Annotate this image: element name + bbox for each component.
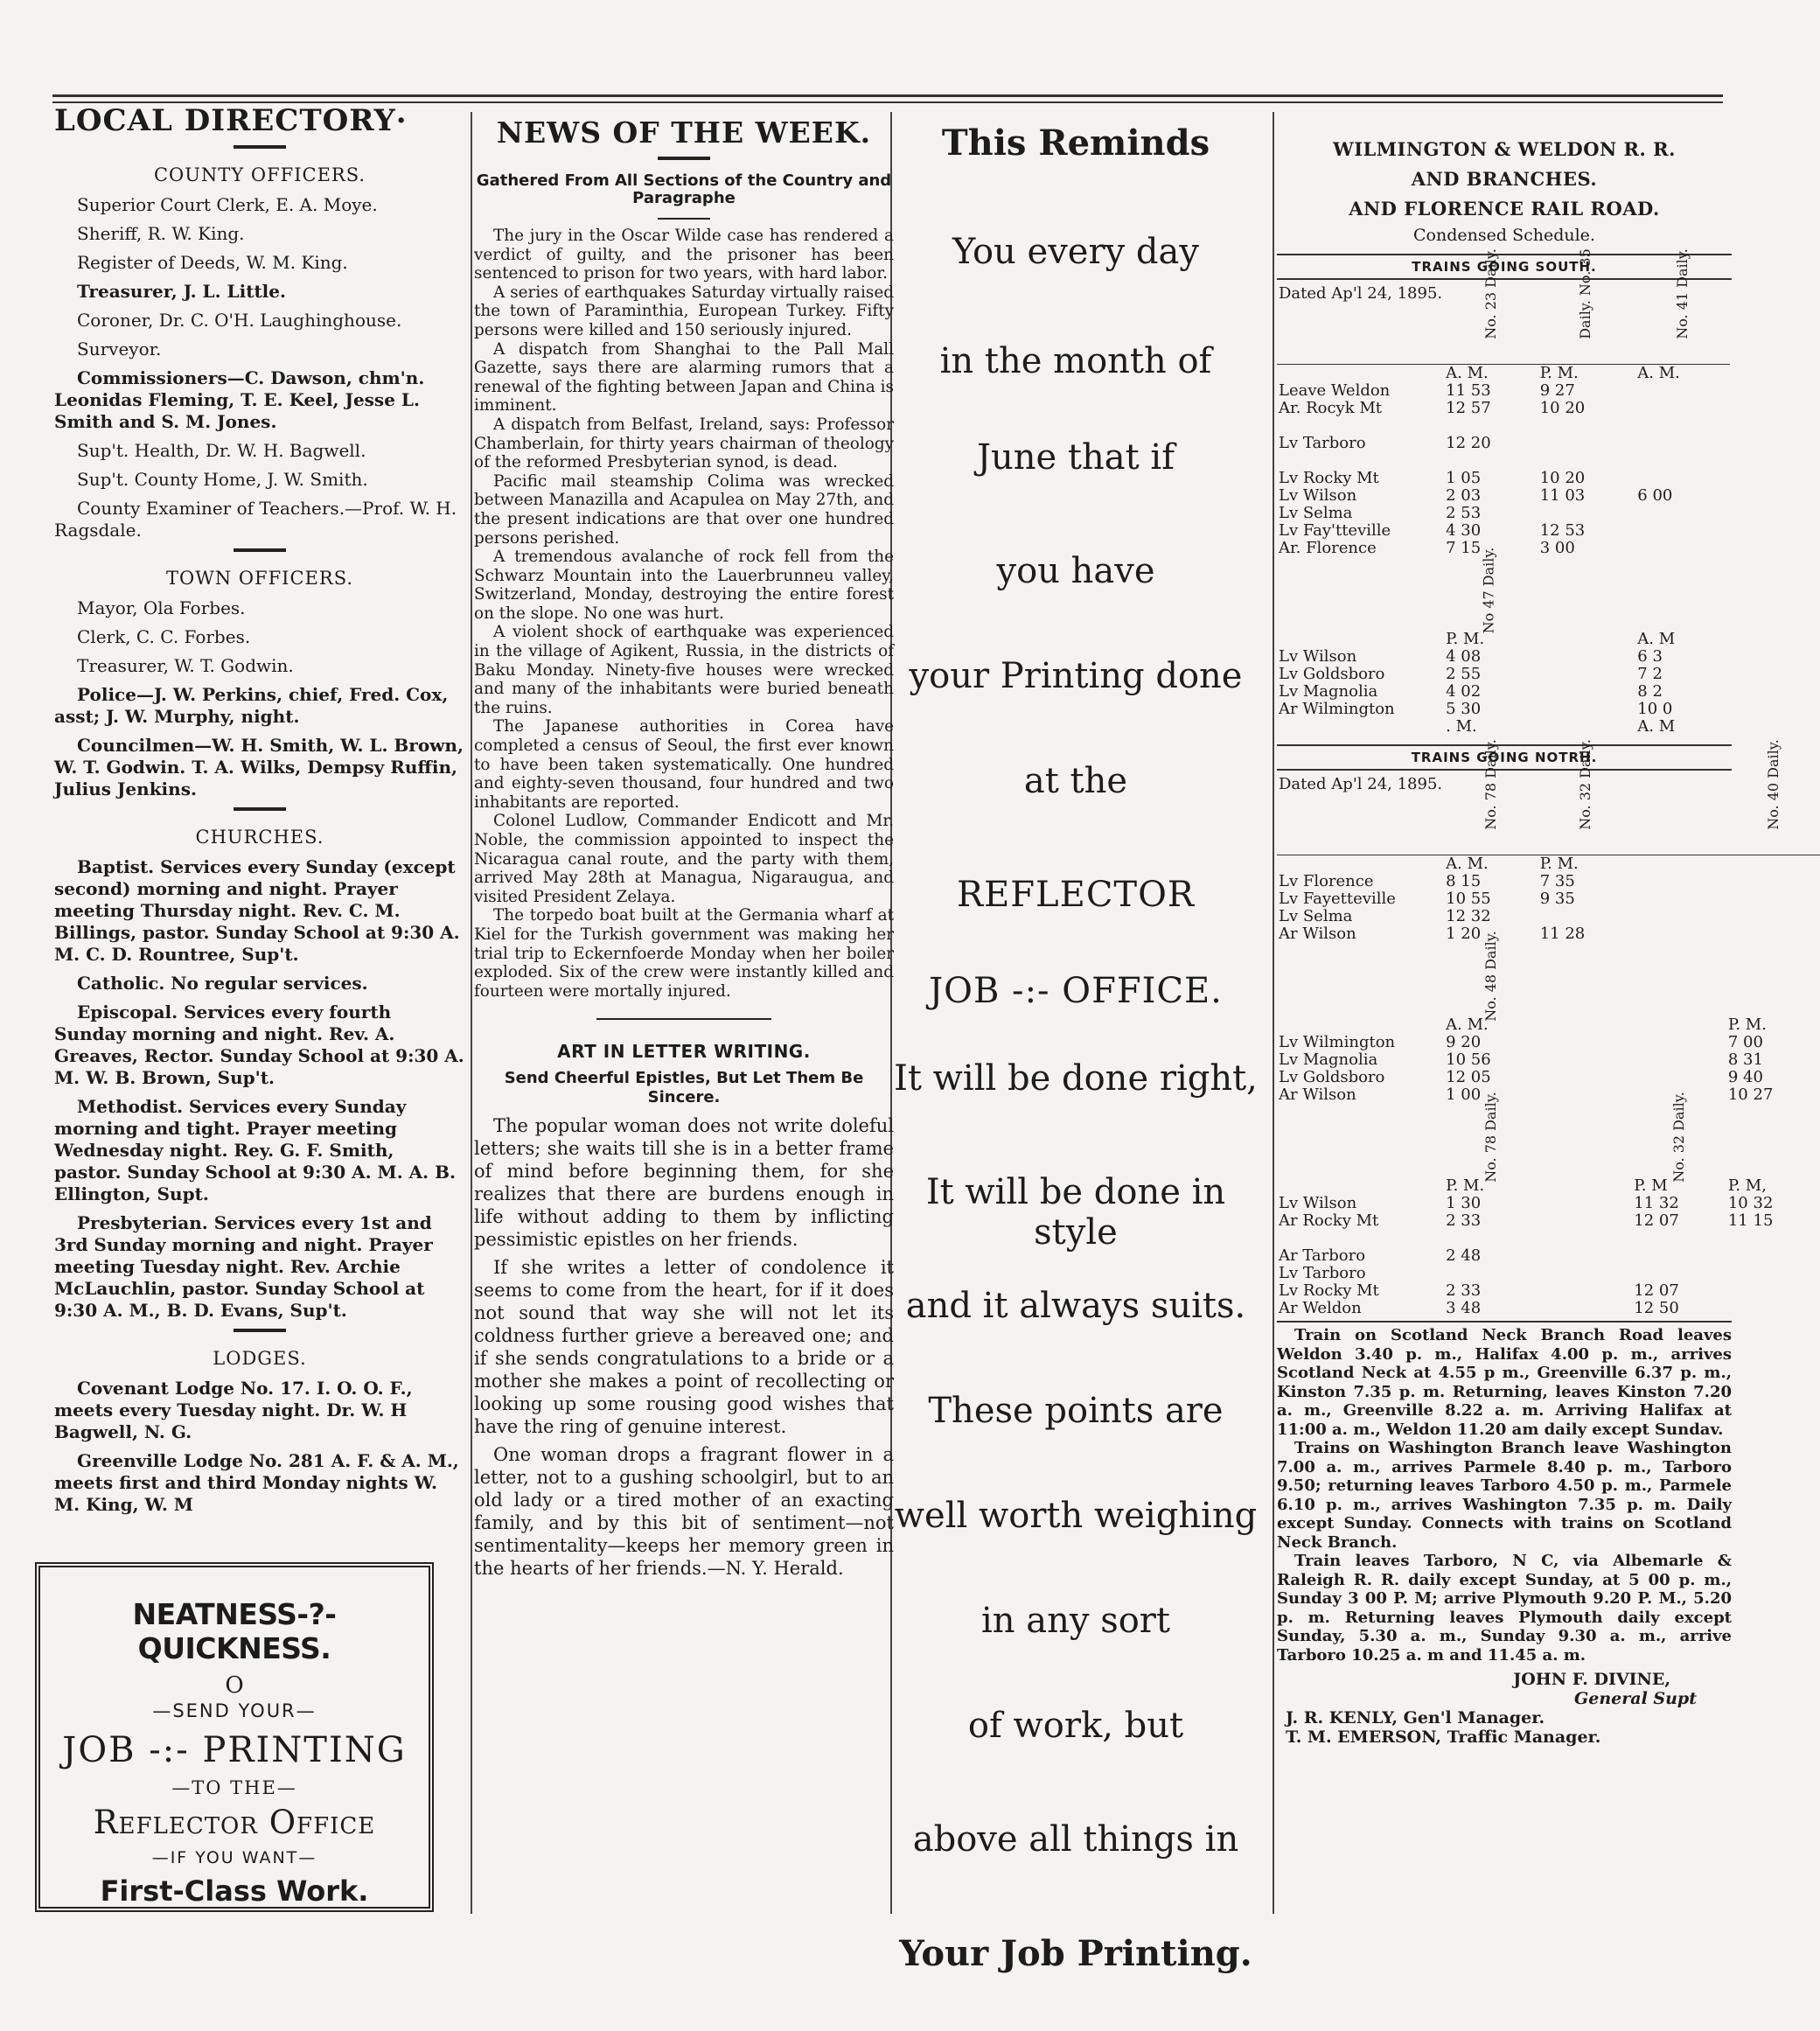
timetable-row bbox=[1277, 1086, 1820, 1104]
town-officer-entry: Police—J. W. Perkins, chief, Fred. Cox, asst; J. W. Murphy, night. bbox=[54, 684, 449, 727]
train-time: 12 05 bbox=[1446, 1068, 1491, 1086]
reminder-line: you have bbox=[996, 551, 1155, 591]
churches-list bbox=[54, 856, 465, 1322]
station-name: Lv Rocky Mt bbox=[1279, 1281, 1379, 1300]
condensed-schedule-label: Condensed Schedule. bbox=[1413, 226, 1595, 245]
railroad-schedule-column bbox=[1277, 103, 1782, 1747]
news-paragraph: A dispatch from Shanghai to the Pall Mall Gazette, says there are alarming rumors that a renewal of the fighting between Japan and China is imminent. bbox=[474, 339, 894, 415]
station-name bbox=[1277, 417, 1444, 435]
reminder-line: of work, but bbox=[967, 1706, 1184, 1746]
timetable-row bbox=[1277, 1265, 1820, 1282]
ad-first-class-work: First-Class Work. bbox=[100, 1874, 369, 1908]
train-time: A. M. bbox=[1446, 855, 1489, 873]
ad-ornament: O bbox=[225, 1672, 244, 1699]
schedule-notes bbox=[1277, 1326, 1732, 1665]
reminder-line: Your Job Printing. bbox=[899, 1933, 1252, 1974]
train-time: P. M. bbox=[1539, 855, 1579, 873]
train-number: No. 78 Daily. bbox=[1482, 1092, 1499, 1183]
train-time: P. M bbox=[1634, 1176, 1668, 1195]
train-time: 8 2 bbox=[1637, 682, 1663, 701]
timetable-row bbox=[1277, 400, 1730, 417]
train-time: 9 20 bbox=[1446, 1033, 1482, 1051]
reminder-line: This Reminds bbox=[941, 122, 1210, 164]
church-entry: Methodist. Services every Sunday morning and tight. Prayer meeting Wednesday night. Rey. G. F. Smith, pastor. Sunday School at 9:30 A. M. A. B. Ellington, Supt. bbox=[54, 1096, 456, 1204]
train-time bbox=[1632, 1265, 1726, 1282]
timetable-row bbox=[1277, 855, 1820, 874]
train-number: No. 48 Daily. bbox=[1482, 931, 1499, 1022]
train-time bbox=[1635, 540, 1730, 557]
train-time: 10 20 bbox=[1539, 399, 1586, 417]
article-paragraph: The popular woman does not write doleful letters; she waits till she is in a better frame of mind before beginning them, for she realizes that there are burdens enough in life without adding to them by inflicting pessimistic epistles on her friends. bbox=[474, 1115, 894, 1251]
station-name: Lv Magnolia bbox=[1279, 1050, 1378, 1069]
town-officer-entry: Councilmen—W. H. Smith, W. L. Brown, W. T. Godwin. T. A. Wilks, Dempsy Ruffin, Julius Jenkins. bbox=[54, 735, 464, 799]
train-time: P. M. bbox=[1727, 1016, 1767, 1034]
town-officer-entry: Treasurer, W. T. Godwin. bbox=[77, 655, 294, 676]
news-paragraph: Pacific mail steamship Colima was wrecked between Manazilla and Acapulea on May 27th, and the present indications are that over one hundred persons perished. bbox=[474, 471, 894, 548]
timetable-row bbox=[1277, 1212, 1820, 1230]
train-time bbox=[1726, 908, 1820, 925]
train-time: 12 07 bbox=[1634, 1281, 1679, 1300]
train-time: 8 15 bbox=[1446, 872, 1482, 890]
county-officer-entry: Coroner, Dr. C. O'H. Laughinghouse. bbox=[77, 310, 402, 331]
train-time bbox=[1726, 1300, 1820, 1317]
timetable-row bbox=[1277, 505, 1730, 522]
station-name: Lv Magnolia bbox=[1279, 682, 1378, 701]
timetable-row bbox=[1277, 487, 1730, 505]
train-number: No. 78 Daily. bbox=[1482, 739, 1499, 830]
train-time bbox=[1444, 417, 1538, 435]
article-paragraph: One woman drops a fragrant flower in a letter, not to a gushing schoolgirl, but to an old lady or a tired mother of an exacting family, and by this bit of sentiment—not sentimentality—keeps her memory green in the hearts of her friends.—N. Y. Herald. bbox=[474, 1444, 894, 1580]
job-printing-advertisement bbox=[35, 1562, 434, 1912]
station-name bbox=[1277, 452, 1444, 470]
station-name: Lv Fayetteville bbox=[1279, 890, 1396, 908]
train-time: 1 05 bbox=[1446, 469, 1482, 487]
timetable-row bbox=[1277, 1247, 1820, 1265]
station-name: Ar Weldon bbox=[1279, 1299, 1362, 1317]
timetable-row bbox=[1277, 417, 1730, 435]
timetable-row bbox=[1277, 890, 1820, 908]
timetable-row bbox=[1277, 701, 1730, 718]
county-officer-entry: Commissioners—C. Dawson, chm'n. Leonidas Fleming, T. E. Keel, Jesse L. Smith and S. M. Jones. bbox=[54, 367, 425, 432]
train-time bbox=[1632, 1230, 1726, 1247]
train-number: No. 32 Daily. bbox=[1576, 739, 1593, 830]
timetable-row bbox=[1277, 382, 1730, 400]
train-time bbox=[1538, 435, 1633, 452]
train-time: 7 2 bbox=[1637, 665, 1663, 683]
reminder-line: above all things in bbox=[912, 1819, 1239, 1860]
reminder-line: These points are bbox=[928, 1391, 1224, 1431]
train-time bbox=[1635, 505, 1730, 522]
dated-label: Dated Ap'l 24, 1895. bbox=[1277, 285, 1444, 365]
train-time: 12 20 bbox=[1446, 434, 1491, 452]
station-name bbox=[1277, 1016, 1444, 1034]
train-time: A. M. bbox=[1446, 1016, 1489, 1034]
station-name: Ar Rocky Mt bbox=[1279, 1211, 1379, 1230]
train-time: 10 56 bbox=[1446, 1050, 1491, 1069]
train-time: A. M bbox=[1637, 630, 1676, 648]
divider bbox=[596, 1018, 771, 1020]
column-rule bbox=[471, 112, 472, 1914]
train-time bbox=[1538, 908, 1633, 925]
railroad-title: WILMINGTON & WELDON R. R. bbox=[1333, 138, 1676, 160]
train-time: A. M. bbox=[1637, 364, 1680, 382]
train-number: No. 40 Daily. bbox=[1764, 739, 1782, 830]
news-masthead: NEWS OF THE WEEK. bbox=[496, 115, 872, 150]
county-officers-list bbox=[54, 194, 465, 541]
train-time bbox=[1632, 1247, 1726, 1265]
train-time: . M. bbox=[1446, 717, 1477, 736]
column-rule bbox=[1273, 112, 1274, 1914]
news-column bbox=[474, 103, 894, 1585]
train-time: 3 00 bbox=[1539, 539, 1575, 557]
railroad-subtitle-2: AND FLORENCE RAIL ROAD. bbox=[1349, 198, 1660, 220]
trains-going-south-heading: TRAINS GOING SOUTH. bbox=[1277, 254, 1732, 280]
divider bbox=[658, 157, 710, 160]
train-time: 11 53 bbox=[1446, 381, 1491, 400]
train-time: 6 00 bbox=[1637, 486, 1673, 505]
station-name bbox=[1277, 718, 1444, 736]
timetable-row bbox=[1277, 1034, 1820, 1051]
station-name: Lv Goldsboro bbox=[1279, 1068, 1385, 1086]
train-time: P. M. bbox=[1539, 364, 1579, 382]
timetable-row bbox=[1277, 1051, 1820, 1069]
news-paragraph: A violent shock of earthquake was experienced in the village of Agikent, Russia, in the districts of Baku Monday. Ninety-five houses were wrecked and many of the inhabitants were buried beneath the ruins. bbox=[474, 623, 894, 717]
timetable-row bbox=[1277, 365, 1730, 383]
timetable-row bbox=[1277, 873, 1820, 890]
timetable-row bbox=[1277, 666, 1730, 683]
reminder-line: You every day bbox=[952, 232, 1199, 272]
train-time bbox=[1635, 382, 1730, 400]
train-time: 1 00 bbox=[1446, 1085, 1482, 1104]
train-time: 12 50 bbox=[1634, 1299, 1679, 1317]
train-time: 5 30 bbox=[1446, 700, 1482, 718]
timetable-row bbox=[1277, 1300, 1820, 1317]
dated-label: Dated Ap'l 24, 1895. bbox=[1277, 776, 1444, 855]
station-name: Leave Weldon bbox=[1279, 381, 1391, 400]
train-time bbox=[1635, 400, 1730, 417]
station-name: Ar Wilson bbox=[1279, 1085, 1356, 1104]
train-time: 12 57 bbox=[1446, 399, 1491, 417]
station-name: Lv Tarboro bbox=[1279, 1264, 1366, 1282]
reminder-line: well worth weighing bbox=[894, 1496, 1258, 1536]
news-subheading: Gathered From All Sections of the Country and Paragraphe bbox=[476, 171, 892, 207]
train-time bbox=[1726, 1230, 1820, 1247]
train-time: 11 28 bbox=[1539, 925, 1586, 943]
station-name: Lv Goldsboro bbox=[1279, 665, 1385, 683]
station-name bbox=[1277, 365, 1444, 383]
divider bbox=[234, 548, 286, 552]
news-paragraph: The torpedo boat built at the Germania wharf at Kiel for the Turkish government was making her trial trip to Eckernfoerde Monday when her boiler exploded. Six of the crew were instantly killed and fourteen were mortally injured. bbox=[474, 906, 894, 1001]
news-paragraph: The Japanese authorities in Corea have completed a census of Seoul, the first ever known to have been taken systematically. One hundred and eighty-seven thousand, four hundred and two inhabitants are reported. bbox=[474, 717, 894, 812]
train-time: 10 20 bbox=[1539, 469, 1586, 487]
train-time: 4 08 bbox=[1446, 647, 1482, 666]
church-entry: Episcopal. Services every fourth Sunday morning and night. Rev. A. Greaves, Rector. Sunday School at 9:30 A. M. W. B. Brown, Sup't. bbox=[54, 1002, 464, 1088]
train-time bbox=[1635, 452, 1730, 470]
churches-heading: CHURCHES. bbox=[195, 827, 324, 848]
train-time: 3 48 bbox=[1446, 1299, 1482, 1317]
station-name: Lv Wilson bbox=[1279, 1194, 1357, 1212]
train-time bbox=[1726, 1282, 1820, 1300]
train-time: 11 32 bbox=[1634, 1194, 1679, 1212]
train-time: 2 48 bbox=[1446, 1246, 1482, 1265]
station-name: Lv Wilson bbox=[1279, 647, 1357, 666]
county-officer-entry: Superior Court Clerk, E. A. Moye. bbox=[77, 194, 378, 215]
train-time bbox=[1726, 1265, 1820, 1282]
train-time bbox=[1726, 855, 1820, 874]
ad-to-the: —TO THE— bbox=[171, 1777, 297, 1798]
timetable-row bbox=[1277, 925, 1820, 943]
local-directory-column bbox=[54, 103, 465, 1523]
ad-reflector-office: Reflector Office bbox=[93, 1804, 376, 1841]
train-number: Daily. No. 35 bbox=[1576, 248, 1593, 339]
train-time bbox=[1726, 925, 1820, 943]
news-paragraph: The jury in the Oscar Wilde case has rendered a verdict of guilty, and the prisoner has been sentenced to prison for two years, with hard labor. bbox=[474, 227, 894, 283]
divider bbox=[234, 1329, 286, 1332]
station-name bbox=[1277, 855, 1444, 874]
news-paragraphs bbox=[474, 227, 894, 1001]
train-time: 7 15 bbox=[1446, 539, 1482, 557]
station-name: Lv Wilson bbox=[1279, 486, 1357, 505]
county-officer-entry: Sup't. County Home, J. W. Smith. bbox=[77, 469, 368, 490]
trains-going-north-heading: TRAINS GOING NOTRH. bbox=[1277, 744, 1732, 771]
train-time: 4 02 bbox=[1446, 682, 1482, 701]
reminder-line: at the bbox=[1023, 761, 1128, 801]
station-name: Ar Tarboro bbox=[1279, 1246, 1366, 1265]
church-entry: Baptist. Services every Sunday (except second) morning and night. Prayer meeting Thursday night. Rev. C. M. Billings, pastor. Sunday School at 9:30 A. M. C. D. Rountree, Sup't. bbox=[54, 856, 460, 965]
article-paragraph: If she writes a letter of condolence it seems to come from the heart, for if it does not sound that way she will not let its coldness further grieve a bereaved one; and if she sends congratulations to a bride or a mother she makes a point of recollecting or looking up some rousing good wishes that have the ring of genuine interest. bbox=[474, 1257, 894, 1438]
county-officers-heading: COUNTY OFFICERS. bbox=[153, 164, 366, 185]
county-officer-entry: Sup't. Health, Dr. W. H. Bagwell. bbox=[77, 440, 366, 461]
article-subheading: Send Cheerful Epistles, But Let Them Be Sincere. bbox=[504, 1069, 864, 1107]
train-number: No. 32 Daily. bbox=[1670, 1092, 1688, 1183]
train-time: 10 0 bbox=[1637, 700, 1673, 718]
train-time: 10 27 bbox=[1727, 1085, 1774, 1104]
train-number: No. 23 Daily. bbox=[1482, 248, 1499, 339]
schedule-note: Train on Scotland Neck Branch Road leaves Weldon 3.40 p. m., Halifax 4.00 p. m., arrives Scotland Neck at 4.55 p m., Greenville 6.37 p. m., Kinston 7.35 p. m. Returning, leaves Kinston 7.20 a. m., Greenville 8.22 a. m. Arriving Halifax at 11:00 a. m., Weldon 11.20 am daily except Sundav. bbox=[1277, 1326, 1732, 1439]
town-officers-list bbox=[54, 597, 465, 800]
lodges-list bbox=[54, 1378, 465, 1516]
train-time: 2 33 bbox=[1446, 1281, 1482, 1300]
ad-if-you-want: —IF YOU WANT— bbox=[151, 1848, 317, 1867]
county-officer-entry: Treasurer, J. L. Little. bbox=[77, 281, 286, 302]
reminder-line: REFLECTOR bbox=[956, 875, 1196, 915]
timetable-row bbox=[1277, 452, 1730, 470]
train-number: No 47 Daily. bbox=[1480, 547, 1497, 634]
train-time: 11 15 bbox=[1727, 1211, 1774, 1230]
train-time bbox=[1635, 522, 1730, 540]
reminder-line: It will be done right, bbox=[894, 1058, 1258, 1099]
train-time: 10 32 bbox=[1727, 1194, 1774, 1212]
train-time: 11 03 bbox=[1539, 486, 1586, 505]
train-time: 2 03 bbox=[1446, 486, 1482, 505]
train-time: P. M. bbox=[1446, 1176, 1485, 1195]
ad-send-your: —SEND YOUR— bbox=[152, 1700, 317, 1721]
train-time: 9 35 bbox=[1539, 890, 1575, 908]
reminder-line: in the month of bbox=[939, 341, 1212, 381]
train-time: 6 3 bbox=[1637, 647, 1663, 666]
lodge-entry: Covenant Lodge No. 17. I. O. O. F., meets every Tuesday night. Dr. W. H Bagwell, N. G. bbox=[54, 1378, 413, 1442]
station-name bbox=[1277, 631, 1444, 648]
station-name: Ar. Florence bbox=[1279, 539, 1377, 557]
station-name: Lv Selma bbox=[1279, 907, 1353, 925]
reflector-reminder-advertisement bbox=[879, 0, 1273, 2031]
station-name: Ar Wilmington bbox=[1279, 700, 1395, 718]
train-number: No. 41 Daily. bbox=[1674, 248, 1691, 339]
ad-headline: NEATNESS-?-QUICKNESS. bbox=[132, 1597, 337, 1665]
train-time bbox=[1444, 1265, 1538, 1282]
timetable-row bbox=[1277, 435, 1730, 452]
county-officer-entry: Register of Deeds, W. M. King. bbox=[77, 252, 348, 273]
signature-title: General Supt bbox=[1574, 1689, 1697, 1708]
train-time bbox=[1538, 505, 1633, 522]
train-time bbox=[1444, 452, 1538, 470]
timetable-row bbox=[1277, 908, 1820, 925]
train-time: 2 53 bbox=[1446, 504, 1482, 522]
reminder-line: in any sort bbox=[981, 1601, 1170, 1641]
timetable-row bbox=[1277, 522, 1730, 540]
timetable-row bbox=[1277, 631, 1730, 648]
station-name: Lv Florence bbox=[1279, 872, 1374, 890]
train-time: A. M. bbox=[1446, 364, 1489, 382]
train-time: 9 40 bbox=[1727, 1068, 1763, 1086]
train-time bbox=[1726, 873, 1820, 890]
timetable-row bbox=[1277, 470, 1730, 487]
town-officer-entry: Mayor, Ola Forbes. bbox=[77, 597, 246, 618]
train-time bbox=[1538, 417, 1633, 435]
train-time: 7 00 bbox=[1727, 1033, 1763, 1051]
schedule-note: Train leaves Tarboro, N C, via Albemarle & Raleigh R. R. daily except Sunday, at 5 00 p. m., Sunday 3 00 P. M; arrive Plymouth 9.20 P. M., 5.20 p. m. Returning leaves Plymouth daily except Sunday, 5.30 a. m., Sunday 9.30 a. m., arrive Tarboro 10.25 a. m and 11.45 a. m. bbox=[1277, 1552, 1732, 1665]
church-entry: Presbyterian. Services every 1st and 3rd Sunday morning and night. Prayer meeting Tuesday night. Rev. Archie McLauchlin, pastor. Sunday School at 9:30 A. M., B. D. Evans, Sup't. bbox=[54, 1212, 433, 1321]
timetable-row bbox=[1277, 718, 1730, 736]
schedule-note: Trains on Washington Branch leave Washington 7.00 a. m., arrives Parmele 8.40 p. m., Tarboro 9.50; returning leaves Tarboro 4.50 p. m., Parmele 6.10 p. m., arrives Washington 7.35 p. m. Daily except Sunday. Connects with trains on Scotland Neck Branch. bbox=[1277, 1439, 1732, 1552]
news-paragraph: A series of earthquakes Saturday virtually raised the town of Paraminthia, European Turkey. Fifty persons were killed and 150 seriously injured. bbox=[474, 283, 894, 339]
train-time: 1 30 bbox=[1446, 1194, 1482, 1212]
station-name: Lv Tarboro bbox=[1279, 434, 1366, 452]
signature-kenly: J. R. KENLY, Gen'l Manager. bbox=[1286, 1708, 1545, 1727]
train-time: 12 07 bbox=[1634, 1211, 1679, 1230]
county-officer-entry: Surveyor. bbox=[77, 338, 162, 359]
train-time bbox=[1726, 890, 1820, 908]
news-paragraph: A tremendous avalanche of rock fell from the Schwarz Mountain into the Lauerbrunneu valley, Switzerland, Monday, destroying the entire forest on the slope. No one was hurt. bbox=[474, 548, 894, 623]
train-time: 9 27 bbox=[1539, 381, 1575, 400]
church-entry: Catholic. No regular services. bbox=[77, 973, 368, 994]
reminder-line: It will be done in style bbox=[925, 1172, 1226, 1253]
train-time bbox=[1726, 1247, 1820, 1265]
news-paragraph: Colonel Ludlow, Commander Endicott and Mr. Noble, the commission appointed to inspect the Nicaragua canal route, and the party with them, arrived May 28th at Managua, Nigaraugua, and visited President Zelaya. bbox=[474, 812, 894, 906]
station-name: Lv Fay'tteville bbox=[1279, 521, 1391, 540]
reminder-line: JOB -:- OFFICE. bbox=[929, 971, 1223, 1011]
train-time: 12 32 bbox=[1446, 907, 1491, 925]
timetable-row bbox=[1277, 683, 1730, 701]
article-paragraphs bbox=[474, 1114, 894, 1580]
signature-emerson: T. M. EMERSON, Traffic Manager. bbox=[1286, 1727, 1601, 1747]
timetable-row bbox=[1277, 540, 1730, 557]
train-time: 12 53 bbox=[1539, 521, 1586, 540]
county-officer-entry: Sheriff, R. W. King. bbox=[77, 223, 245, 244]
station-name: Lv Rocky Mt bbox=[1279, 469, 1379, 487]
reminder-line: your Printing done bbox=[909, 656, 1243, 696]
timetable-row bbox=[1277, 1195, 1820, 1212]
timetable-row bbox=[1277, 1282, 1820, 1300]
lodges-heading: LODGES. bbox=[213, 1348, 307, 1369]
divider bbox=[658, 218, 710, 220]
station-name: Ar Wilson bbox=[1279, 925, 1356, 943]
train-time: 8 31 bbox=[1727, 1050, 1763, 1069]
train-time bbox=[1635, 470, 1730, 487]
train-time: 7 35 bbox=[1539, 872, 1575, 890]
town-officer-entry: Clerk, C. C. Forbes. bbox=[77, 626, 251, 647]
train-time bbox=[1635, 435, 1730, 452]
town-officers-heading: TOWN OFFICERS. bbox=[165, 568, 354, 589]
station-name: Lv Wilmington bbox=[1279, 1033, 1396, 1051]
timetable-row bbox=[1277, 648, 1730, 666]
reminder-line: June that if bbox=[976, 437, 1175, 478]
lodge-entry: Greenville Lodge No. 281 A. F. & A. M., meets first and third Monday nights W. M. King, W. M bbox=[54, 1450, 459, 1515]
train-time: P. M, bbox=[1727, 1176, 1767, 1195]
local-directory-masthead: LOCAL DIRECTORY· bbox=[54, 103, 408, 138]
timetable-row bbox=[1277, 1230, 1820, 1247]
ad-job-printing: JOB -:- PRINTING bbox=[62, 1730, 407, 1770]
train-time: A. M bbox=[1637, 717, 1676, 736]
station-name: Ar. Rocyk Mt bbox=[1279, 399, 1383, 417]
station-name: Lv Selma bbox=[1279, 504, 1353, 522]
train-time: 10 55 bbox=[1446, 890, 1491, 908]
signature-divine: JOHN F. DIVINE, bbox=[1513, 1670, 1670, 1689]
train-time: P. M. bbox=[1446, 630, 1485, 648]
station-name bbox=[1277, 1230, 1444, 1247]
news-paragraph: A dispatch from Belfast, Ireland, says: Professor Chamberlain, for thirty years chairman of theology of the reformed Presbyterian synod, is dead. bbox=[474, 415, 894, 472]
timetable-row bbox=[1277, 1016, 1820, 1034]
train-time bbox=[1444, 1230, 1538, 1247]
divider bbox=[234, 807, 286, 811]
timetable-row bbox=[1277, 1177, 1820, 1195]
county-officer-entry: County Examiner of Teachers.—Prof. W. H. Ragsdale. bbox=[54, 498, 457, 541]
train-time: 1 20 bbox=[1446, 925, 1482, 943]
reminder-line: and it always suits. bbox=[905, 1286, 1246, 1326]
railroad-subtitle: AND BRANCHES. bbox=[1411, 168, 1598, 190]
timetable-row bbox=[1277, 1069, 1820, 1086]
train-time: 4 30 bbox=[1446, 521, 1482, 540]
train-time: 2 55 bbox=[1446, 665, 1482, 683]
divider bbox=[234, 145, 286, 149]
station-name bbox=[1277, 1177, 1444, 1195]
article-heading: ART IN LETTER WRITING. bbox=[557, 1041, 811, 1063]
train-time bbox=[1538, 452, 1633, 470]
train-time: 2 33 bbox=[1446, 1211, 1482, 1230]
train-time bbox=[1635, 417, 1730, 435]
